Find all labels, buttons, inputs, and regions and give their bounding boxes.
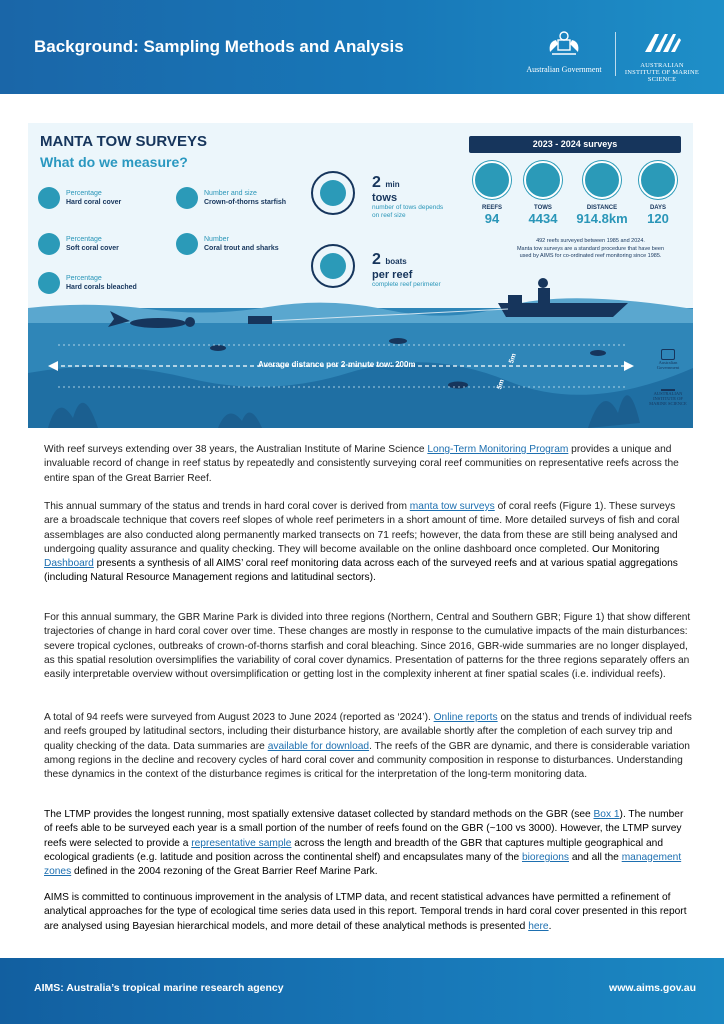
boats-number: 2 (372, 251, 381, 268)
here-link[interactable]: here (528, 920, 549, 932)
boats-unit: boats (385, 257, 407, 266)
representative-sample-link[interactable]: representative sample (191, 837, 292, 849)
paragraph-2: This annual summary of the status and trends in hard coral cover is derived from manta tow surveys of coral reefs (Figure 1). These surveys are a broadscale technique that covers reef slopes of whole reef perimeters in a short amount of time. More detailed surveys of fish and coral assemblages are also conducted along permanently marked transects on 71 reefs; however, the data from these are still being analysed and undergoing quality assurance and quality checking. They will become available on the online dashboard once completed. Our Monitoring Dashboard presents a synthesis of all AIMS’ coral reef monitoring data across each of the surveyed reefs and at various spatial aggregations (including Natural Resource Management regions and latitudinal sectors). (44, 501, 680, 584)
boats-note: complete reef perimeter (372, 281, 441, 288)
australian-government-logo (520, 30, 608, 74)
stat-tows: TOWS 4434 (520, 161, 566, 226)
surveys-heading: 2023 - 2024 surveys (469, 136, 681, 153)
mini-aims-icon (661, 381, 675, 391)
boat-icon (639, 161, 677, 199)
boats-info (372, 251, 441, 289)
starfish-icon (176, 187, 198, 209)
bioregions-link[interactable]: bioregions (521, 851, 569, 863)
depth-label-lower: 5m (496, 378, 506, 391)
paragraph-1: With reef surveys extending over 38 years, the Australian Institute of Marine Science Long-Term Monitoring Program provides a unique and invaluable record of change in reef status by repeatedly and consistently surveying coral reef communities on representative reefs across the entire span of the Great Barrier Reef. (44, 444, 679, 484)
paragraph-4: A total of 94 reefs were surveyed from August 2023 to June 2024 (reported as ‘2024’). Online reports on the status and trends of individual reefs and reefs grouped by latitudinal sectors, including their disturbance history, are available shortly after the completion of each survey trip and quality checking of the data. Data summaries are available for download. The reefs of the GBR are dynamic, and there is considerable variation among regions in the decline and recovery cycles of hard coral cover and community composition in response to disturbances. Understanding these dynamics in the context of the disturbance regimes is critical for the interpretation of the long-term monitoring data. (44, 712, 692, 781)
page-header (0, 0, 724, 94)
fish-icon (176, 233, 198, 255)
ltmp-link[interactable]: Long-Term Monitoring Program (427, 444, 569, 455)
coral-icon (473, 161, 511, 199)
online-reports-link[interactable]: Online reports (433, 712, 498, 723)
page-title: Background: Sampling Methods and Analysis (34, 37, 404, 56)
aims-logo-text: AUSTRALIAN INSTITUTE OF MARINE SCIENCE (624, 62, 700, 83)
download-link[interactable]: available for download (267, 740, 370, 752)
header-divider (615, 32, 616, 76)
mini-gov-logo: Australian Government (648, 349, 688, 370)
boats-label: per reef (372, 269, 413, 281)
stat-days: DAYS 120 (638, 161, 678, 226)
bleached-coral-icon (38, 272, 60, 294)
gov-logo-text: Australian Government (526, 65, 602, 74)
tows-number: 2 (372, 174, 381, 191)
stat-distance: DISTANCE 914.8km (572, 161, 632, 226)
management-zones-link[interactable]: management zones (44, 851, 682, 878)
paragraph-6: AIMS is committed to continuous improvement in the analysis of LTMP data, and recent statistical advances have permitted a refinement of analytical approaches for the type of ecological time series data used in this report. Temporal trends in hard coral cover presented in this report are analysed using Bayesian hierarchical models, and more detail of these analytical methods is presented here. (44, 892, 687, 932)
page-footer (0, 958, 724, 1024)
infographic-title: MANTA TOW SURVEYS (40, 133, 207, 150)
tows-unit: min (385, 180, 400, 189)
dashboard-link[interactable]: Dashboard (44, 558, 94, 570)
aims-mark-icon (641, 30, 683, 54)
tows-label: tows (372, 192, 398, 204)
manta-tow-link[interactable]: manta tow surveys (409, 501, 495, 512)
footer-tagline: AIMS: Australia’s tropical marine research agency (34, 982, 284, 994)
snorkel-mask-icon (524, 161, 562, 199)
tows-note: number of tows depends on reef size (372, 204, 444, 219)
footer-url[interactable]: www.aims.gov.au (609, 982, 696, 994)
soft-coral-icon (38, 233, 60, 255)
speedometer-icon (583, 161, 621, 199)
survey-note: 492 reefs surveyed between 1985 and 2024. Manta tow surveys are a standard procedure that have been used by AIMS for co-ordinated reef monitoring since 1985. (516, 238, 665, 259)
hard-coral-icon (38, 187, 60, 209)
manta-tow-infographic: MANTA TOW SURVEYS What do we measure? Percentage Hard coral cover Percentage Soft coral cover Percentage Hard corals bleached Number and size Crown-of-thorns starfish Number Coral trout and sharks 2 min tows number of tows depends on reef size 2 boats per reef complete reef perimeter 2023 - 2024 surveys REEFS 94 TOWS 4434 DISTANCE 914.8km DAYS 120 492 reefs surveyed between 1985 and 2024. Manta tow surveys are a standard procedure that have been used by AIMS for co-ordinated reef monitoring since 1985. Average distance per 2-minute tow: 200m 5m 5m Australian Government AUSTRALIAN INSTITUTE OF MARINE SCIENCE (28, 123, 693, 428)
mini-aims-logo: AUSTRALIAN INSTITUTE OF MARINE SCIENCE (648, 381, 688, 406)
aims-logo (622, 30, 702, 83)
paragraph-5: The LTMP provides the longest running, most spatially extensive dataset collected by standard methods on the GBR (see Box 1). The number of reefs able to be surveyed each year is a small portion of the number of reefs found on the GBR (~100 vs 3000). However, the LTMP survey reefs were selected to provide a representative sample across the length and breadth of the GBR that captures multiple geographical and ecological gradients (e.g. latitude and position across the continental shelf) and encapsulates many of the bioregions and all the management zones defined in the 2004 rezoning of the Great Barrier Reef Marine Park. (44, 809, 684, 878)
tows-info (372, 174, 452, 220)
box-1-link[interactable]: Box 1 (593, 809, 620, 820)
coat-of-arms-icon (544, 30, 584, 56)
depth-label: 5m (508, 352, 518, 365)
infographic-subtitle: What do we measure? (40, 154, 188, 170)
stat-reefs: REEFS 94 (471, 161, 513, 226)
paragraph-3: For this annual summary, the GBR Marine Park is divided into three regions (Northern, Central and Southern GBR; Figure 1) that show different trajectories of change in hard coral cover over time. These changes are mostly in response to the cumulative impacts of the main disturbances: severe tropical cyclones, outbreaks of crown-of-thorns starfish and coral bleaching. Since 2016, GBR-wide summaries are no longer displayed, as this spatial resolution oversimplifies the variability of coral cover dynamics. Presentation of patterns for the three regions separately offers an easily interpretable overview without oversimplification or getting lost in the complexity inherent at finer spatial scales (i.e. individual reefs). (44, 612, 691, 681)
distance-label: Average distance per 2-minute tow: 200m (258, 360, 416, 369)
mini-crest-icon (661, 349, 675, 360)
